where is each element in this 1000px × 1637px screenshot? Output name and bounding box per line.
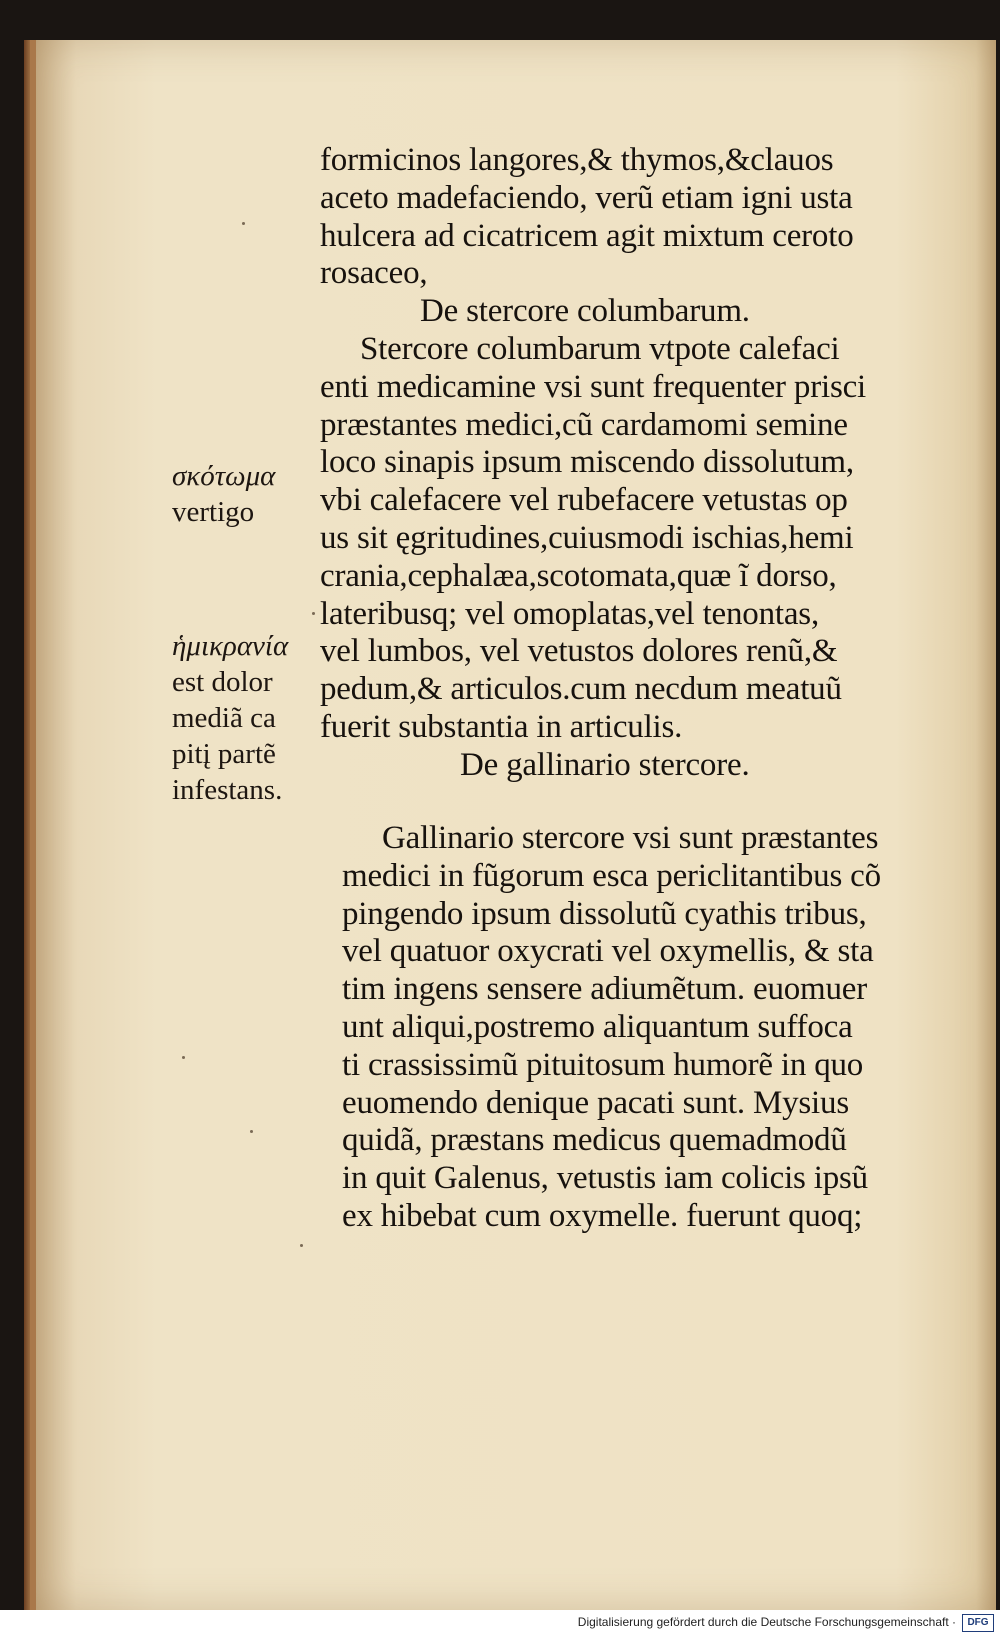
text-line: us sit ęgritudines,cuiusmodi ischias,hemi [320,519,854,556]
text-line: Gallinario stercore vsi sunt præstantes [382,820,879,856]
footer-credit-text: Digitalisierung gefördert durch die Deutsche Forschungsgemeinschaft · [577,1615,956,1629]
text-line: tim ingens sensere adiumẽtum. euomuer [342,971,868,1008]
text-line: crania,cephalæa,scotomata,quæ ĩ dorso, [320,557,837,594]
section-heading-columbarum: De stercore columbarum. [420,293,750,330]
text-line: ti crassissimũ pituitosum humorẽ in quo [342,1046,864,1083]
text-line: fuerit substantia in articulis. [320,708,683,745]
margin-note-greek: σκότωμα [172,460,276,492]
text-line: euomendo denique pacati sunt. Mysius [342,1084,849,1121]
text-line: præstantes medici,cũ cardamomi semine [320,406,848,443]
text-line: vbi calefacere vel rubefacere vetustas op [320,482,848,519]
main-text-block-2 [342,820,962,1236]
text-line: enti medicamine vsi sunt frequenter prisci [320,368,867,405]
text-line: quidã, præstans medicus quemadmodũ [342,1122,847,1159]
margin-note-greek: ἡμικρανία [172,630,289,662]
dfg-logo-icon [962,1614,994,1632]
text-line: pedum,& articulos.cum necdum meatuũ [320,671,842,708]
text-line: medici in fũgorum esca periclitantibus cõ [342,857,881,894]
text-line: rosaceo, [320,255,428,292]
margin-note-line: pitį partẽ [172,738,276,770]
text-line: hulcera ad cicatricem agit mixtum ceroto [320,217,854,254]
text-line: unt aliqui,postremo aliquantum suffoca [342,1008,853,1045]
margin-note-latin: vertigo [172,496,255,528]
margin-note-hemicrania [172,628,288,808]
text-line: in quit Galenus, vetustis iam colicis ipsũ [342,1160,868,1197]
margin-note-line: est dolor [172,666,273,698]
text-line: lateribusq; vel omoplatas,vel tenontas, [320,595,819,632]
text-line: pingendo ipsum dissolutũ cyathis tribus, [342,895,867,932]
text-line: vel quatuor oxycrati vel oxymellis, & sta [342,933,874,970]
margin-note-line: mediã ca [172,702,276,734]
text-line: vel lumbos, vel vetustos dolores renũ,& [320,633,838,670]
text-line: loco sinapis ipsum miscendo dissolutum, [320,444,854,481]
text-line: aceto madefaciendo, verũ etiam igni usta [320,179,853,216]
text-line: Stercore columbarum vtpote calefaci [360,330,840,367]
text-line: formicinos langores,& thymos,&clauos [320,142,834,178]
main-text-block [320,142,950,785]
section-heading-gallinario: De gallinario stercore. [460,746,750,783]
margin-note-line: infestans. [172,774,283,806]
text-line: ex hibebat cum oxymelle. fuerunt quoq; [342,1197,863,1234]
dfg-logo-text: DFG [967,1617,989,1628]
margin-note-vertigo [172,458,275,530]
digitization-footer [0,1610,1000,1637]
